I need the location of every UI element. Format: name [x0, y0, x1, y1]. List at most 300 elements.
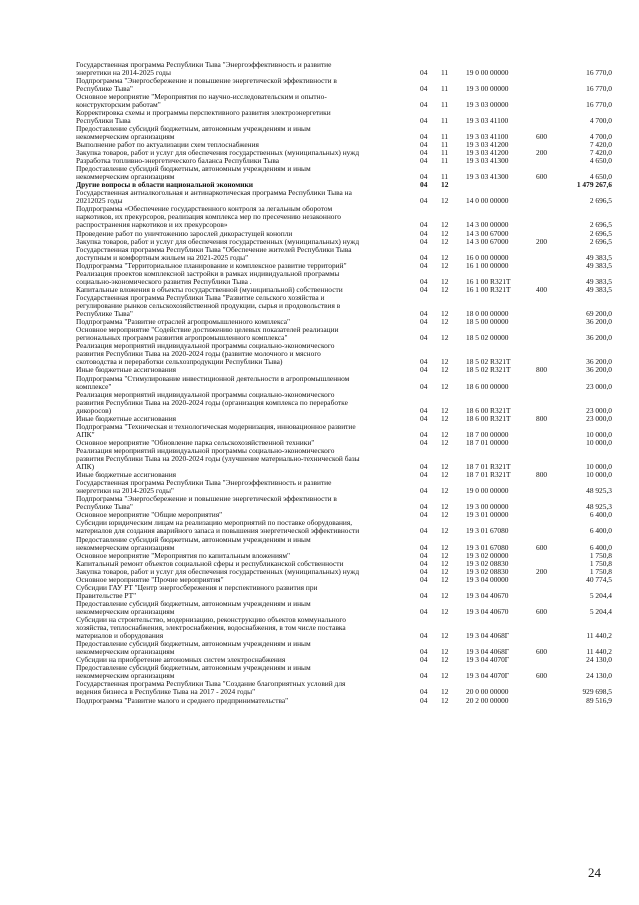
item-name-line: Республики Тыва — [76, 115, 131, 125]
target-article-code: 20 2 00 00000 — [466, 695, 509, 705]
subsection-code: 11 — [441, 83, 449, 93]
section-code: 04 — [420, 647, 428, 657]
section-code: 04 — [420, 115, 428, 125]
target-article-code: 19 3 02 08830 — [466, 558, 509, 568]
item-name-line: Подпрограмма "Техническая и технологическая модернизация, инновационное развитие — [76, 421, 356, 431]
target-article-code: 14 0 00 00000 — [466, 196, 509, 206]
amount: 23 000,0 — [586, 381, 612, 391]
item-name-line: Капитальные вложения в объекты государственной (муниципальной) собственности — [76, 284, 343, 294]
item-name-line: Подпрограмма "Развитие отраслей агропромышленного комплекса" — [76, 317, 291, 327]
item-name-line: Республике Тыва" — [76, 83, 133, 93]
target-article-code: 19 3 03 41200 — [466, 140, 509, 149]
subsection-code: 12 — [441, 510, 449, 520]
section-code: 04 — [420, 317, 428, 327]
item-name-line: материалов и оборудования — [76, 631, 164, 641]
amount: 4 650,0 — [589, 156, 612, 166]
target-article-code: 18 7 01 00000 — [466, 437, 509, 447]
page-number: 24 — [588, 865, 601, 880]
subsection-code: 12 — [441, 236, 449, 246]
subsection-code: 11 — [441, 131, 449, 141]
subsection-code: 12 — [441, 196, 449, 206]
item-name — [76, 640, 406, 656]
item-name — [76, 205, 406, 229]
subsection-code: 12 — [441, 260, 449, 270]
amount: 49 383,5 — [586, 260, 612, 270]
item-name — [76, 270, 406, 286]
item-name-line: Подпрограмма "Развитие малого и среднего предпринимательства" — [76, 695, 289, 705]
target-article-code: 19 3 02 08830 — [466, 566, 509, 576]
subsection-code: 12 — [441, 405, 449, 415]
subsection-code: 12 — [441, 365, 449, 375]
section-code: 04 — [420, 671, 428, 681]
amount: 6 400,0 — [589, 542, 612, 552]
item-name — [76, 423, 406, 439]
amount: 89 516,9 — [586, 695, 612, 705]
item-name-line: материалов для создания аварийного запаса и повышения энергетической эффективности — [76, 526, 360, 536]
amount: 2 696,5 — [589, 220, 612, 230]
amount: 4 650,0 — [589, 172, 612, 182]
target-article-code: 18 5 02 R321T — [466, 365, 511, 375]
subsection-code: 12 — [441, 566, 449, 576]
section-code: 04 — [420, 180, 428, 190]
section-code: 04 — [420, 502, 428, 512]
section-code: 04 — [420, 470, 428, 480]
amount: 36 200,0 — [586, 357, 612, 367]
item-name-line: Закупка товаров, работ и услуг для обеспечения государственных (муниципальных) нужд — [76, 148, 360, 157]
item-name-line: Закупка товаров, работ и услуг для обеспечения государственных (муниципальных) нужд — [76, 566, 360, 576]
item-name-line: Основное мероприятие "Содействие достижению целевых показателей реализации — [76, 325, 339, 335]
item-name-line: развития Республики Тыва на 2020-2024 годы (организация комплекса по переработке — [76, 397, 348, 407]
item-name-line: дикоросов) — [76, 405, 112, 415]
amount: 49 383,5 — [586, 284, 612, 294]
target-article-code: 19 3 04 4068Г — [466, 647, 510, 657]
expense-type-code: 800 — [536, 413, 548, 423]
expense-type-code: 600 — [536, 647, 548, 657]
subsection-code: 12 — [441, 655, 449, 665]
item-name — [76, 61, 406, 77]
item-name-line: энергетики на 2014-2025 годы" — [76, 486, 174, 496]
target-article-code: 19 3 04 4068Г — [466, 631, 510, 641]
item-name-line: АПК) — [76, 461, 95, 471]
subsection-code: 12 — [441, 429, 449, 439]
amount: 2 696,5 — [589, 196, 612, 206]
subsection-code: 12 — [441, 284, 449, 294]
target-article-code: 19 3 04 40670 — [466, 590, 509, 600]
amount: 6 400,0 — [589, 510, 612, 520]
item-name-line: наркотиков, их прекурсоров, реализация комплекса мер по пресечению незаконного — [76, 212, 342, 222]
subsection-code: 12 — [441, 381, 449, 391]
subsection-code: 12 — [441, 631, 449, 641]
item-name-line: развития Республики Тыва на 2020-2024 годы (развитие молочного и мясного — [76, 349, 321, 359]
section-code: 04 — [420, 429, 428, 439]
item-name-line: ведения бизнеса в Республике Тыва на 2017 - 2024 годы" — [76, 687, 256, 697]
target-article-code: 16 1 00 R321T — [466, 284, 511, 294]
amount: 24 130,0 — [586, 671, 612, 681]
amount: 10 000,0 — [586, 470, 612, 480]
section-code: 04 — [420, 566, 428, 576]
section-code: 04 — [420, 365, 428, 375]
subsection-code: 12 — [441, 461, 449, 471]
subsection-code: 11 — [441, 99, 449, 109]
item-name-line: Государственная программа Республики Тыва "Энергоэффективность и развитие — [76, 59, 332, 69]
section-code: 04 — [420, 526, 428, 536]
item-name-line: Проведение работ по уничтожению зарослей дикорастущей конопли — [76, 228, 293, 238]
section-code: 04 — [420, 695, 428, 705]
item-name-line: Подпрограмма "Энергосбережение и повышение энергетической эффективности в — [76, 494, 337, 504]
item-name-line: Реализация мероприятий индивидуальной программы социально-экономического — [76, 389, 335, 399]
item-name-line: АПК" — [76, 429, 95, 439]
item-name — [76, 326, 406, 342]
subsection-code: 12 — [441, 606, 449, 616]
section-code: 04 — [420, 550, 428, 560]
amount: 1 479 267,6 — [576, 180, 612, 190]
item-name-line: Предоставление субсидий бюджетным, автономным учреждениям и иным — [76, 598, 311, 608]
item-name-line: некоммерческим организациям — [76, 647, 175, 657]
amount: 11 440,2 — [586, 631, 612, 641]
item-name-line: Другие вопросы в области национальной экономики — [76, 180, 254, 190]
amount: 48 925,3 — [586, 486, 612, 496]
item-name-line: Предоставление субсидий бюджетным, автономным учреждениям и иным — [76, 663, 311, 673]
item-name-line: социально-экономического развития Республики Тыва . — [76, 276, 252, 286]
item-name-line: Подпрограмма "Территориальное планирование и комплексное развитие территорий" — [76, 260, 347, 270]
subsection-code: 12 — [441, 333, 449, 343]
amount: 10 000,0 — [586, 437, 612, 447]
subsection-code: 11 — [441, 172, 449, 182]
item-name — [76, 616, 406, 640]
subsection-code: 12 — [441, 526, 449, 536]
item-name-line: некоммерческим организациям — [76, 606, 175, 616]
item-name — [76, 697, 406, 705]
expense-type-code: 600 — [536, 172, 548, 182]
section-code: 04 — [420, 381, 428, 391]
target-article-code: 18 7 01 R321T — [466, 470, 511, 480]
item-name-line: Реализация проектов комплексной застройки в рамках индивидуальной программы — [76, 268, 340, 278]
item-name — [76, 391, 406, 415]
expense-type-code: 200 — [536, 148, 548, 157]
section-code: 04 — [420, 687, 428, 697]
section-code: 04 — [420, 99, 428, 109]
amount: 6 400,0 — [589, 526, 612, 536]
item-name-line: энергетики на 2014-2025 годы — [76, 67, 171, 77]
section-code: 04 — [420, 631, 428, 641]
item-name-line: Предоставление субсидий бюджетным, автономным учреждениям и иным — [76, 534, 311, 544]
target-article-code: 19 3 04 4070Г — [466, 671, 510, 681]
amount: 1 750,8 — [589, 566, 612, 576]
target-article-code: 19 0 00 00000 — [466, 67, 509, 77]
subsection-code: 12 — [441, 413, 449, 423]
item-name-line: Корректировка схемы и программы перспективного развития электроэнергетики — [76, 107, 331, 117]
target-article-code: 16 0 00 00000 — [466, 252, 509, 262]
item-name — [76, 77, 406, 93]
expense-type-code: 600 — [536, 606, 548, 616]
subsection-code: 11 — [441, 156, 449, 166]
target-article-code: 14 3 00 67000 — [466, 228, 509, 238]
section-code: 04 — [420, 574, 428, 584]
item-name-line: Капитальный ремонт объектов социальной сферы и республиканской собственности — [76, 558, 344, 568]
item-name-line: Подпрограмма "Энергосбережение и повышение энергетической эффективности в — [76, 75, 337, 85]
item-name-line: Предоставление субсидий бюджетным, автономным учреждениям и иным — [76, 639, 311, 649]
section-code: 04 — [420, 67, 428, 77]
item-name-line: Государственная программа Республики Тыва "Энергоэффективность и развитие — [76, 478, 332, 488]
subsection-code: 12 — [441, 542, 449, 552]
item-name-line: регулирование рынков сельскохозяйственной продукции, сырья и продовольствия в — [76, 301, 341, 311]
item-name-line: хозяйства, теплоснабжения, электроснабжения, водоснабжения, в том числе поставка — [76, 623, 346, 633]
item-name-line: Государственная программа Республики Тыва "Обеспечение жителей Республики Тыва — [76, 244, 352, 254]
subsection-code: 12 — [441, 687, 449, 697]
amount: 10 000,0 — [586, 429, 612, 439]
amount: 4 700,0 — [589, 115, 612, 125]
target-article-code: 19 3 02 00000 — [466, 550, 509, 560]
item-name — [76, 519, 406, 535]
section-code: 04 — [420, 276, 428, 286]
target-article-code: 14 3 00 67000 — [466, 236, 509, 246]
item-name — [76, 109, 406, 125]
section-code: 04 — [420, 558, 428, 568]
item-name-line: Подпрограмма «Обеспечение государственного контроля за легальным оборотом — [76, 204, 333, 214]
section-code: 04 — [420, 510, 428, 520]
item-name — [76, 680, 406, 696]
amount: 10 000,0 — [586, 461, 612, 471]
subsection-code: 12 — [441, 317, 449, 327]
item-name-line: Субсидии на приобретение автономных систем электроснабжения — [76, 655, 286, 665]
item-name-line: Субсидии юридическим лицам на реализацию мероприятий по поставке оборудования, — [76, 518, 353, 528]
subsection-code: 11 — [441, 148, 449, 157]
amount: 929 698,5 — [582, 687, 612, 697]
item-name — [76, 246, 406, 262]
item-name-line: Основное мероприятие "Мероприятия по капитальным вложениям" — [76, 550, 291, 560]
subsection-code: 12 — [441, 671, 449, 681]
item-name — [76, 479, 406, 495]
item-name-line: доступным и комфортным жильем на 2021-2025 годы" — [76, 252, 249, 262]
amount: 36 200,0 — [586, 365, 612, 375]
section-code: 04 — [420, 309, 428, 319]
amount: 23 000,0 — [586, 405, 612, 415]
target-article-code: 14 3 00 00000 — [466, 220, 509, 230]
subsection-code: 12 — [441, 252, 449, 262]
target-article-code: 19 0 00 00000 — [466, 486, 509, 496]
section-code: 04 — [420, 542, 428, 552]
item-name — [76, 584, 406, 600]
item-name-line: конструкторским работам" — [76, 99, 161, 109]
expense-type-code: 400 — [536, 284, 548, 294]
item-name — [76, 125, 406, 141]
subsection-code: 12 — [441, 276, 449, 286]
amount: 7 420,0 — [589, 148, 612, 157]
expense-type-code: 200 — [536, 566, 548, 576]
item-name — [76, 189, 406, 205]
section-code: 04 — [420, 131, 428, 141]
target-article-code: 16 1 00 R321T — [466, 276, 511, 286]
item-name-line: Выполнение работ по актуализации схем теплоснабжения — [76, 140, 259, 149]
item-name-line: Подпрограмма "Стимулирование инвестиционной деятельности в агропромышленном — [76, 373, 350, 383]
section-code: 04 — [420, 172, 428, 182]
section-code: 04 — [420, 284, 428, 294]
target-article-code: 18 6 00 R321T — [466, 405, 511, 415]
section-code: 04 — [420, 252, 428, 262]
item-name-line: Субсидии ГАУ РТ "Центр энергосбережения и перспективного развития при — [76, 582, 318, 592]
item-name-line: Закупка товаров, работ и услуг для обеспечения государственных (муниципальных) нужд — [76, 236, 360, 246]
section-code: 04 — [420, 236, 428, 246]
target-article-code: 18 7 01 R321T — [466, 461, 511, 471]
amount: 2 696,5 — [589, 228, 612, 238]
section-code: 04 — [420, 140, 428, 149]
item-name-line: Реализация мероприятий индивидуальной программы социально-экономического — [76, 341, 335, 351]
target-article-code: 20 0 00 00000 — [466, 687, 509, 697]
amount: 49 383,5 — [586, 276, 612, 286]
section-code: 04 — [420, 486, 428, 496]
item-name-line: некоммерческим организациям — [76, 172, 175, 182]
item-name — [76, 495, 406, 511]
item-name — [76, 536, 406, 552]
target-article-code: 19 3 04 00000 — [466, 574, 509, 584]
target-article-code: 18 5 02 R321T — [466, 357, 511, 367]
subsection-code: 12 — [441, 550, 449, 560]
amount: 48 925,3 — [586, 502, 612, 512]
item-name-line: 20212025 годы — [76, 196, 123, 206]
expense-type-code: 600 — [536, 131, 548, 141]
target-article-code: 19 3 03 41300 — [466, 156, 509, 166]
subsection-code: 12 — [441, 309, 449, 319]
section-code: 04 — [420, 196, 428, 206]
item-name-line: Основное мероприятие "Обновление парка сельскохозяйственной техники" — [76, 437, 315, 447]
target-article-code: 18 5 00 00000 — [466, 317, 509, 327]
amount: 11 440,2 — [586, 647, 612, 657]
subsection-code: 12 — [441, 574, 449, 584]
item-name-line: некоммерческим организациям — [76, 542, 175, 552]
target-article-code: 18 6 00 00000 — [466, 381, 509, 391]
amount: 49 383,5 — [586, 252, 612, 262]
subsection-code: 11 — [441, 67, 449, 77]
amount: 23 000,0 — [586, 413, 612, 423]
section-code: 04 — [420, 590, 428, 600]
item-name-line: комплексе" — [76, 381, 112, 391]
amount: 69 200,0 — [586, 309, 612, 319]
section-code: 04 — [420, 413, 428, 423]
item-name-line: Основное мероприятие "Общие мероприятия" — [76, 510, 223, 520]
section-code: 04 — [420, 461, 428, 471]
amount: 16 770,0 — [586, 99, 612, 109]
item-name-line: Иные бюджетные ассигнования — [76, 365, 177, 375]
item-name-line: Государственная программа Республики Тыва "Создание благоприятных условий для — [76, 679, 346, 689]
item-name-line: некоммерческим организациям — [76, 671, 175, 681]
subsection-code: 12 — [441, 695, 449, 705]
target-article-code: 18 7 00 00000 — [466, 429, 509, 439]
item-name — [76, 342, 406, 366]
item-name-line: Разработка топливно-энергетического баланса Республики Тыва — [76, 156, 280, 166]
target-article-code: 19 3 00 00000 — [466, 502, 509, 512]
target-article-code: 18 0 00 00000 — [466, 309, 509, 319]
amount: 7 420,0 — [589, 140, 612, 149]
section-code: 04 — [420, 83, 428, 93]
section-code: 04 — [420, 333, 428, 343]
item-name-line: Субсидии на строительство, модернизацию, реконструкцию объектов коммунального — [76, 615, 346, 624]
item-name — [76, 93, 406, 109]
section-code: 04 — [420, 437, 428, 447]
amount: 1 750,8 — [589, 558, 612, 568]
expense-type-code: 800 — [536, 470, 548, 480]
target-article-code: 19 3 01 67080 — [466, 542, 509, 552]
amount: 5 204,4 — [589, 590, 612, 600]
target-article-code: 19 3 04 40670 — [466, 606, 509, 616]
target-article-code: 19 3 03 41100 — [466, 115, 509, 125]
amount: 1 750,8 — [589, 550, 612, 560]
subsection-code: 12 — [441, 590, 449, 600]
subsection-code: 12 — [441, 486, 449, 496]
item-name-line: Республике Тыва" — [76, 309, 133, 319]
target-article-code: 16 1 00 00000 — [466, 260, 509, 270]
amount: 36 200,0 — [586, 317, 612, 327]
item-name-line: Государственная программа Республики Тыва "Развитие сельского хозяйства и — [76, 293, 325, 302]
subsection-code: 12 — [441, 558, 449, 568]
section-code: 04 — [420, 148, 428, 157]
target-article-code: 19 3 01 00000 — [466, 510, 509, 520]
target-article-code: 19 3 03 41300 — [466, 172, 509, 182]
section-code: 04 — [420, 260, 428, 270]
expense-type-code: 600 — [536, 542, 548, 552]
section-code: 04 — [420, 156, 428, 166]
target-article-code: 19 3 00 00000 — [466, 83, 509, 93]
item-name-line: распространения наркотиков и их прекурсоров» — [76, 220, 228, 230]
target-article-code: 18 5 02 00000 — [466, 333, 509, 343]
item-name-line: развития Республики Тыва на 2020-2024 годы (улучшение материально-технической базы — [76, 453, 360, 463]
section-code: 04 — [420, 357, 428, 367]
item-name-line: Реализация мероприятий индивидуальной программы социально-экономического — [76, 445, 335, 455]
subsection-code: 11 — [441, 140, 449, 149]
item-name-line: Иные бюджетные ассигнования — [76, 470, 177, 480]
item-name-line: Республике Тыва" — [76, 502, 133, 512]
subsection-code: 12 — [441, 357, 449, 367]
subsection-code: 11 — [441, 115, 449, 125]
item-name — [76, 447, 406, 471]
section-code: 04 — [420, 405, 428, 415]
subsection-code: 12 — [441, 470, 449, 480]
amount: 16 770,0 — [586, 83, 612, 93]
subsection-code: 12 — [441, 180, 449, 190]
amount: 2 696,5 — [589, 236, 612, 246]
item-name-line: скотоводства и переработки сельхозпродукции Республики Тыва) — [76, 357, 283, 367]
expense-type-code: 600 — [536, 671, 548, 681]
item-name — [76, 664, 406, 680]
section-code: 04 — [420, 220, 428, 230]
target-article-code: 19 3 03 00000 — [466, 99, 509, 109]
target-article-code: 19 3 04 4070Г — [466, 655, 510, 665]
item-name-line: Иные бюджетные ассигнования — [76, 413, 177, 423]
amount: 16 770,0 — [586, 67, 612, 77]
item-name-line: Основное мероприятие "Прочие мероприятия" — [76, 574, 224, 584]
section-code: 04 — [420, 228, 428, 238]
expense-type-code: 200 — [536, 236, 548, 246]
item-name-line: Предоставление субсидий бюджетным, автономным учреждениям и иным — [76, 123, 311, 133]
item-name-line: Предоставление субсидий бюджетным, автономным учреждениям и иным — [76, 164, 311, 174]
subsection-code: 12 — [441, 437, 449, 447]
item-name — [76, 294, 406, 318]
subsection-code: 12 — [441, 647, 449, 657]
subsection-code: 12 — [441, 228, 449, 238]
section-code: 04 — [420, 655, 428, 665]
amount: 4 700,0 — [589, 131, 612, 141]
target-article-code: 19 3 03 41200 — [466, 148, 509, 157]
amount: 36 200,0 — [586, 333, 612, 343]
item-name-line: некоммерческим организациям — [76, 131, 175, 141]
item-name-line: Правительстве РТ" — [76, 590, 137, 600]
subsection-code: 12 — [441, 220, 449, 230]
expense-type-code: 800 — [536, 365, 548, 375]
item-name — [76, 165, 406, 181]
item-name-line: Государственная антиалкогольная и антинаркотическая программа Республики Тыва на — [76, 188, 352, 198]
amount: 5 204,4 — [589, 606, 612, 616]
section-code: 04 — [420, 606, 428, 616]
item-name — [76, 375, 406, 391]
